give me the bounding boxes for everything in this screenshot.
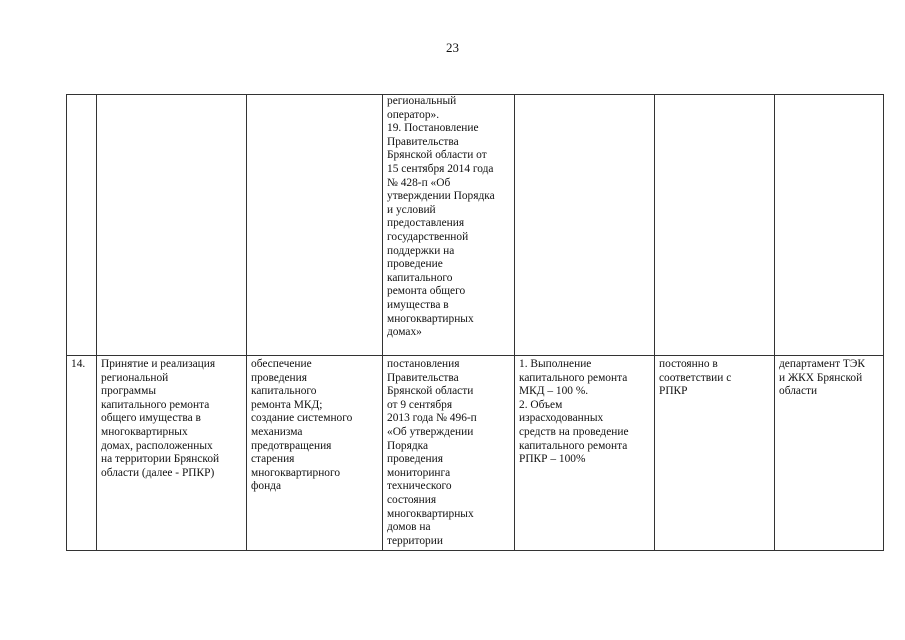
cell-text-line: и ЖКХ Брянской — [779, 371, 863, 384]
cell-text-line: 2013 года № 496-п — [387, 412, 477, 425]
cell-text-line: технического — [387, 480, 452, 493]
cell-text-line: проведения — [387, 453, 443, 466]
cell-text-line: 2. Объем — [519, 398, 563, 411]
cell-text-line: утверждении Порядка — [387, 190, 495, 203]
cell-number — [67, 356, 97, 551]
cell-text-line: «Об утверждении — [387, 425, 474, 438]
cell-goal — [247, 356, 383, 551]
cell-text-line: территории — [387, 534, 443, 547]
cell-text-line: Правительства — [387, 135, 459, 148]
cell-text-line: многоквартирного — [251, 466, 341, 479]
cell-text-line: капитального ремонта — [519, 439, 628, 452]
cell-text-line: многоквартирных — [387, 312, 474, 325]
cell-text-line: проведение — [387, 258, 443, 271]
cell-text-line: Принятие и реализация — [101, 358, 216, 370]
cell-text-line: ремонта общего — [387, 285, 466, 298]
cell-text-line: израсходованных — [519, 412, 604, 425]
cell-text-line: области — [779, 385, 818, 398]
cell-text-line: средств на проведение — [519, 425, 629, 438]
measures-table — [66, 94, 884, 551]
cell-text-line: оператор». — [387, 108, 440, 121]
cell-text-line: имущества в — [387, 298, 449, 311]
cell-text-line: 14. — [71, 358, 86, 370]
cell-text-line: домах, расположенных — [101, 439, 213, 452]
cell-text-line: от 9 сентября — [387, 398, 453, 411]
cell-text-line: домах» — [387, 326, 422, 339]
cell-text-line: создание системного — [251, 412, 353, 425]
cell-text-line: 1. Выполнение — [519, 358, 592, 370]
cell-text-line: капитального ремонта — [101, 398, 210, 411]
cell-text-line: общего имущества в — [101, 412, 201, 425]
cell-responsible — [775, 356, 884, 551]
cell-text-line: многоквартирных — [387, 507, 474, 520]
cell-text-line: региональной — [101, 371, 169, 384]
cell-deadline — [655, 95, 775, 356]
cell-text-line: предоставления — [387, 217, 465, 230]
cell-text-line: капитального ремонта — [519, 371, 628, 384]
cell-indicators — [515, 356, 655, 551]
cell-text-line: постановления — [387, 358, 460, 370]
cell-indicators — [515, 95, 655, 356]
cell-text-line: постоянно в — [659, 358, 718, 370]
cell-text-line: 19. Постановление — [387, 122, 479, 135]
cell-number — [67, 95, 97, 356]
table-row — [67, 356, 884, 551]
cell-text-line: и условий — [387, 203, 436, 216]
cell-goal — [247, 95, 383, 356]
cell-deadline — [655, 356, 775, 551]
cell-text-line: проведения — [251, 371, 307, 384]
cell-text-line: департамент ТЭК — [779, 358, 865, 370]
cell-text-line: фонда — [251, 480, 282, 493]
page-number: 23 — [446, 40, 459, 55]
cell-text-line: государственной — [387, 230, 469, 243]
cell-text-line: обеспечение — [251, 358, 312, 370]
cell-text-line: капитального — [387, 271, 453, 284]
cell-legal-basis — [383, 356, 515, 551]
cell-text-line: 15 сентября 2014 года — [387, 162, 494, 175]
cell-text-line: состояния — [387, 493, 437, 506]
cell-text-line: программы — [101, 385, 156, 398]
cell-text-line: ремонта МКД; — [251, 398, 323, 411]
cell-text-line: региональный — [387, 95, 457, 107]
table-row — [67, 95, 884, 356]
cell-text-line: механизма — [251, 425, 303, 438]
cell-text-line: многоквартирных — [101, 425, 188, 438]
cell-text-line: на территории Брянской — [101, 453, 220, 466]
cell-text-line: Порядка — [387, 439, 429, 452]
cell-measure — [97, 95, 247, 356]
cell-text-line: мониторинга — [387, 466, 451, 479]
cell-text-line: № 428-п «Об — [387, 176, 451, 189]
cell-text-line: Брянской области от — [387, 149, 487, 162]
cell-text-line: поддержки на — [387, 244, 455, 257]
cell-responsible — [775, 95, 884, 356]
cell-text-line: РПКР — [659, 385, 688, 398]
cell-legal-basis — [383, 95, 515, 356]
cell-text-line: области (далее - РПКР) — [101, 466, 215, 479]
cell-text-line: старения — [251, 453, 295, 466]
cell-text-line: РПКР – 100% — [519, 453, 586, 466]
cell-text-line: соответствии с — [659, 371, 732, 384]
cell-text-line: МКД – 100 %. — [519, 385, 589, 398]
cell-text-line: капитального — [251, 385, 317, 398]
cell-text-line: Брянской области — [387, 385, 474, 398]
cell-text-line: предотвращения — [251, 439, 332, 452]
cell-text-line: Правительства — [387, 371, 459, 384]
cell-measure — [97, 356, 247, 551]
cell-text-line: домов на — [387, 521, 431, 534]
